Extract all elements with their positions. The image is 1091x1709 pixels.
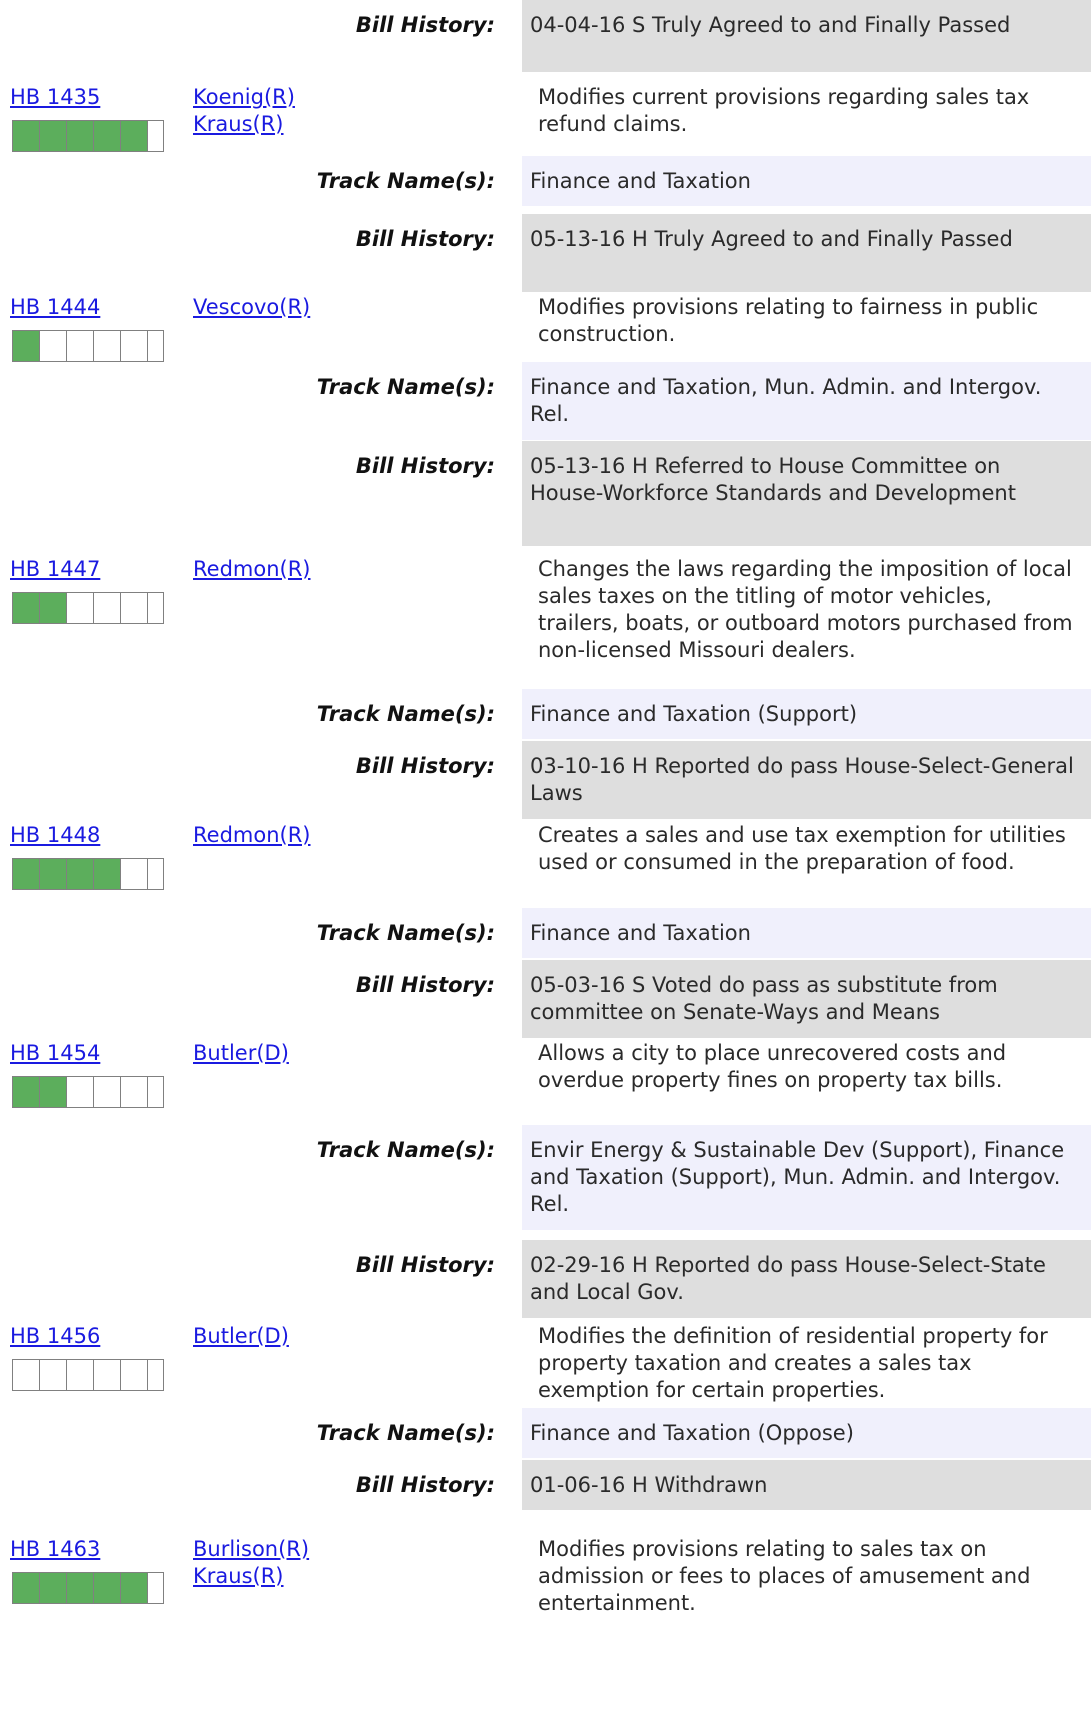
bill-progress-bar [12, 592, 164, 624]
bill-progress-bar [12, 1076, 164, 1108]
history-row [0, 1460, 1091, 1518]
history-row [0, 0, 1091, 80]
progress-segment [148, 593, 163, 623]
progress-segment [148, 1573, 163, 1603]
bill-progress-bar [12, 858, 164, 890]
sponsor-link[interactable]: Redmon(R) [193, 823, 311, 847]
progress-segment [40, 593, 67, 623]
bill-entry [0, 290, 1091, 358]
progress-segment [13, 1360, 40, 1390]
sponsor-link[interactable]: Burlison(R) [193, 1537, 310, 1561]
progress-segment [67, 331, 94, 361]
history-row [0, 741, 1091, 827]
bill-number-link[interactable]: HB 1444 [10, 295, 101, 319]
progress-segment [148, 1360, 163, 1390]
history-value: 05-13-16 H Truly Agreed to and Finally Passed [522, 214, 1091, 292]
bill-description: Modifies provisions relating to sales tax on admission or fees to places of amusement and entertainment. [538, 1537, 1031, 1615]
progress-segment [67, 593, 94, 623]
progress-segment [121, 331, 148, 361]
history-row [0, 1240, 1091, 1326]
history-row [0, 214, 1091, 300]
track-label: Track Name(s): [316, 169, 495, 193]
sponsor-link[interactable]: Butler(D) [193, 1324, 289, 1348]
bill-number-link[interactable]: HB 1448 [10, 823, 101, 847]
history-label: Bill History: [355, 754, 495, 778]
progress-segment [67, 1077, 94, 1107]
bill-entry [0, 80, 1091, 148]
history-value: 05-03-16 S Voted do pass as substitute from committee on Senate-Ways and Means [522, 960, 1091, 1038]
progress-segment [13, 1077, 40, 1107]
history-label: Bill History: [355, 1253, 495, 1277]
track-row [0, 908, 1091, 966]
sponsor-link[interactable]: Koenig(R) [193, 85, 295, 109]
progress-segment [13, 859, 40, 889]
progress-segment [13, 593, 40, 623]
progress-segment [67, 859, 94, 889]
progress-segment [40, 121, 67, 151]
bill-progress-bar [12, 1359, 164, 1391]
bill-progress-bar [12, 120, 164, 152]
bill-description: Creates a sales and use tax exemption for utilities used or consumed in the preparation of food. [538, 823, 1066, 874]
sponsor-list [193, 294, 310, 321]
progress-segment [13, 1573, 40, 1603]
bill-description: Modifies the definition of residential property for property taxation and creates a sales tax exemption for certain properties. [538, 1324, 1048, 1402]
progress-segment [148, 859, 163, 889]
history-value: 05-13-16 H Referred to House Committee on House-Workforce Standards and Development [522, 441, 1091, 546]
track-value: Finance and Taxation, Mun. Admin. and Intergov. Rel. [522, 362, 1091, 440]
track-label: Track Name(s): [316, 375, 495, 399]
sponsor-link[interactable]: Butler(D) [193, 1041, 289, 1065]
progress-segment [121, 859, 148, 889]
track-value: Finance and Taxation [522, 908, 1091, 958]
track-row [0, 689, 1091, 747]
bill-description: Allows a city to place unrecovered costs and overdue property fines on property tax bills. [538, 1041, 1007, 1092]
history-label: Bill History: [355, 454, 495, 478]
track-value: Finance and Taxation (Support) [522, 689, 1091, 739]
bill-description: Modifies current provisions regarding sales tax refund claims. [538, 85, 1030, 136]
progress-segment [121, 1360, 148, 1390]
history-value: 03-10-16 H Reported do pass House-Select-General Laws [522, 741, 1091, 819]
bill-number-link[interactable]: HB 1435 [10, 85, 101, 109]
history-label: Bill History: [355, 1473, 495, 1497]
progress-segment [94, 121, 121, 151]
track-label: Track Name(s): [316, 1421, 495, 1445]
progress-segment [40, 331, 67, 361]
track-row [0, 1408, 1091, 1466]
track-value: Finance and Taxation (Oppose) [522, 1408, 1091, 1458]
sponsor-list [193, 84, 295, 138]
progress-segment [67, 1573, 94, 1603]
progress-segment [40, 859, 67, 889]
track-label: Track Name(s): [316, 921, 495, 945]
track-row [0, 1125, 1091, 1238]
bill-entry [0, 818, 1091, 908]
sponsor-list [193, 1040, 289, 1067]
progress-segment [94, 593, 121, 623]
bill-entry [0, 1036, 1091, 1116]
progress-segment [40, 1360, 67, 1390]
bill-description: Modifies provisions relating to fairness in public construction. [538, 295, 1039, 346]
progress-segment [121, 121, 148, 151]
history-label: Bill History: [355, 227, 495, 251]
sponsor-list [193, 822, 311, 849]
bill-number-link[interactable]: HB 1454 [10, 1041, 101, 1065]
track-label: Track Name(s): [316, 702, 495, 726]
progress-segment [40, 1077, 67, 1107]
bill-entry [0, 1319, 1091, 1409]
sponsor-link[interactable]: Kraus(R) [193, 1564, 284, 1588]
progress-segment [121, 593, 148, 623]
progress-segment [67, 1360, 94, 1390]
bill-number-link[interactable]: HB 1447 [10, 557, 101, 581]
history-value: 04-04-16 S Truly Agreed to and Finally Passed [522, 0, 1091, 72]
progress-segment [148, 331, 163, 361]
progress-segment [94, 859, 121, 889]
progress-segment [13, 121, 40, 151]
sponsor-link[interactable]: Vescovo(R) [193, 295, 311, 319]
bill-progress-bar [12, 330, 164, 362]
history-value: 02-29-16 H Reported do pass House-Select-State and Local Gov. [522, 1240, 1091, 1318]
progress-segment [94, 1077, 121, 1107]
sponsor-list [193, 1323, 289, 1350]
bill-progress-bar [12, 1572, 164, 1604]
history-row [0, 441, 1091, 554]
progress-segment [121, 1077, 148, 1107]
progress-segment [94, 1573, 121, 1603]
bill-number-link[interactable]: HB 1456 [10, 1324, 101, 1348]
progress-segment [94, 331, 121, 361]
history-value: 01-06-16 H Withdrawn [522, 1460, 1091, 1510]
history-label: Bill History: [355, 13, 495, 37]
track-row [0, 156, 1091, 214]
bill-number-link[interactable]: HB 1463 [10, 1537, 101, 1561]
progress-segment [94, 1360, 121, 1390]
track-value: Finance and Taxation [522, 156, 1091, 206]
history-row [0, 960, 1091, 1046]
progress-segment [13, 331, 40, 361]
track-label: Track Name(s): [316, 1138, 495, 1162]
track-row [0, 362, 1091, 448]
progress-segment [40, 1573, 67, 1603]
bill-entry [0, 552, 1091, 692]
progress-segment [121, 1573, 148, 1603]
progress-segment [67, 121, 94, 151]
track-value: Envir Energy & Sustainable Dev (Support), Finance and Taxation (Support), Mun. Admin. and Intergov. Rel. [522, 1125, 1091, 1230]
sponsor-link[interactable]: Kraus(R) [193, 112, 284, 136]
progress-segment [148, 121, 163, 151]
bill-description: Changes the laws regarding the imposition of local sales taxes on the titling of motor vehicles, trailers, boats, or outboard motors purchased from non-licensed Missouri dealers. [538, 557, 1073, 662]
sponsor-link[interactable]: Redmon(R) [193, 557, 311, 581]
bill-entry [0, 1532, 1091, 1709]
sponsor-list [193, 1536, 309, 1590]
progress-segment [148, 1077, 163, 1107]
history-label: Bill History: [355, 973, 495, 997]
sponsor-list [193, 556, 311, 583]
